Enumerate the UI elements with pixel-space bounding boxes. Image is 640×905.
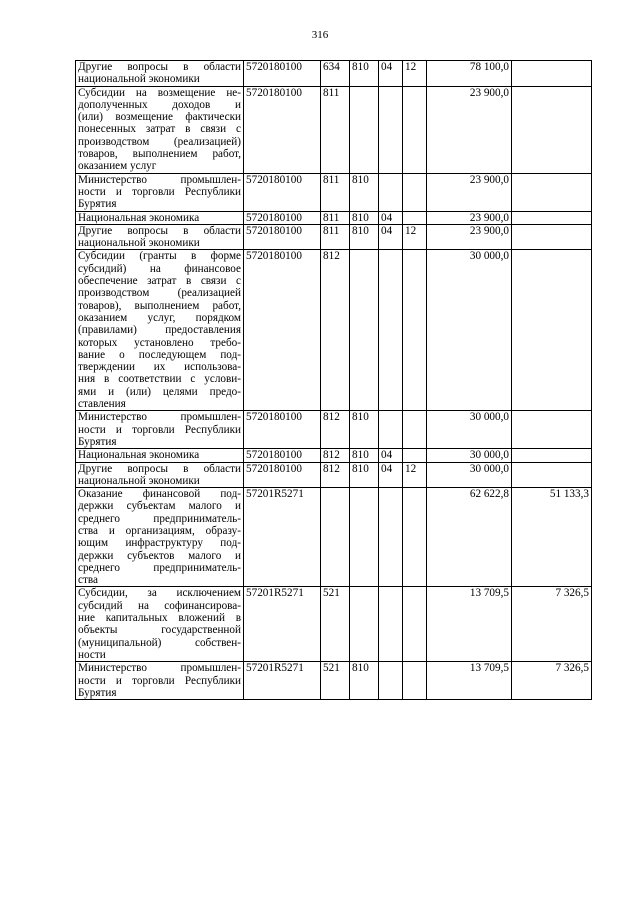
item-name-cell: [76, 462, 244, 488]
item-name-line: Национальная экономика: [78, 211, 200, 224]
expense-type-cell: 812: [321, 250, 350, 411]
item-name-line: обеспечение затрат в связи с: [78, 275, 241, 288]
table-row: [76, 662, 592, 700]
item-name-line: (муниципальной) собствен-: [78, 636, 241, 649]
expense-type-cell: 811: [321, 224, 350, 250]
expense-type-cell: 811: [321, 86, 350, 173]
item-name-line: держки субъектам малого и: [78, 500, 241, 513]
subsection-cell: [403, 411, 427, 449]
item-name-line: субсидий) на финансовое: [78, 262, 241, 275]
ministry-code-cell: 810: [350, 224, 379, 250]
target-article-cell: 5720180100: [244, 86, 321, 173]
table-row: [76, 462, 592, 488]
amount-cell: 30 000,0: [427, 462, 512, 488]
section-cell: 04: [379, 211, 403, 224]
item-name-line: национальной экономики: [78, 73, 200, 86]
federal-amount-cell: [512, 449, 592, 462]
item-name-line: ния в соответствии с услови-: [78, 373, 241, 386]
item-name-line: Национальная экономика: [78, 449, 200, 462]
item-name-line: тверждении их использова-: [78, 361, 241, 374]
item-name-line: которых установлено требо-: [78, 336, 241, 349]
item-name-line: ющим инфраструктуру под-: [78, 537, 241, 550]
item-name-line: ями и (или) целями предо-: [78, 385, 241, 398]
federal-amount-cell: [512, 173, 592, 211]
ministry-code-cell: 810: [350, 211, 379, 224]
target-article-cell: 5720180100: [244, 462, 321, 488]
ministry-code-cell: [350, 587, 379, 662]
item-name-line: ности и торговли Республики: [78, 674, 241, 687]
item-name-line: Бурятия: [78, 686, 117, 699]
expense-type-cell: 521: [321, 662, 350, 700]
section-cell: 04: [379, 462, 403, 488]
amount-cell: 62 622,8: [427, 488, 512, 587]
section-cell: [379, 250, 403, 411]
item-name-line: дополученных доходов и: [78, 98, 241, 111]
item-name-line: среднего предприниматель-: [78, 512, 241, 525]
table-row: [76, 211, 592, 224]
target-article-cell: 5720180100: [244, 411, 321, 449]
target-article-cell: 57201R5271: [244, 587, 321, 662]
table-row: [76, 173, 592, 211]
subsection-cell: [403, 662, 427, 700]
subsection-cell: [403, 488, 427, 587]
item-name-line: Субсидии на возмещение не-: [78, 86, 241, 99]
federal-amount-cell: [512, 224, 592, 250]
item-name-cell: [76, 488, 244, 587]
target-article-cell: 5720180100: [244, 61, 321, 87]
subsection-cell: [403, 211, 427, 224]
item-name-line: среднего предприниматель-: [78, 561, 241, 574]
table-row: [76, 224, 592, 250]
ministry-code-cell: [350, 250, 379, 411]
table-row: [76, 587, 592, 662]
item-name-line: ства: [78, 574, 98, 587]
section-cell: 04: [379, 224, 403, 250]
item-name-line: Министерство промышлен-: [78, 662, 241, 675]
subsection-cell: [403, 587, 427, 662]
table-row: [76, 449, 592, 462]
amount-cell: 30 000,0: [427, 449, 512, 462]
federal-amount-cell: [512, 411, 592, 449]
amount-cell: 13 709,5: [427, 662, 512, 700]
section-cell: [379, 488, 403, 587]
amount-cell: 23 900,0: [427, 211, 512, 224]
item-name-line: оказанием услуг, порядком: [78, 311, 241, 324]
target-article-cell: 5720180100: [244, 224, 321, 250]
federal-amount-cell: [512, 211, 592, 224]
subsection-cell: 12: [403, 462, 427, 488]
item-name-line: ства и организациям, образу-: [78, 524, 241, 537]
section-cell: 04: [379, 61, 403, 87]
expense-type-cell: 811: [321, 211, 350, 224]
federal-amount-cell: 51 133,3: [512, 488, 592, 587]
item-name-line: ности и торговли Республики: [78, 185, 241, 198]
item-name-line: товаров), выполнением работ,: [78, 299, 241, 312]
table-row: [76, 250, 592, 411]
item-name-line: производством (реализацией): [78, 135, 241, 148]
target-article-cell: 57201R5271: [244, 488, 321, 587]
item-name-line: понесенных затрат в связи с: [78, 123, 241, 136]
target-article-cell: 57201R5271: [244, 662, 321, 700]
federal-amount-cell: [512, 61, 592, 87]
amount-cell: 23 900,0: [427, 224, 512, 250]
item-name-line: Субсидии (гранты в форме: [78, 250, 241, 263]
item-name-line: Другие вопросы в области: [78, 61, 241, 73]
item-name-cell: [76, 224, 244, 250]
expense-type-cell: 811: [321, 173, 350, 211]
subsection-cell: [403, 86, 427, 173]
federal-amount-cell: 7 326,5: [512, 587, 592, 662]
item-name-line: ности: [78, 648, 106, 661]
item-name-cell: [76, 411, 244, 449]
amount-cell: 30 000,0: [427, 411, 512, 449]
item-name-cell: [76, 587, 244, 662]
subsection-cell: [403, 449, 427, 462]
federal-amount-cell: [512, 250, 592, 411]
expense-type-cell: 812: [321, 411, 350, 449]
table-row: [76, 411, 592, 449]
item-name-line: ние капитальных вложений в: [78, 612, 241, 625]
amount-cell: 30 000,0: [427, 250, 512, 411]
item-name-line: вание о последующем под-: [78, 348, 241, 361]
item-name-line: (правилами) предоставления: [78, 324, 241, 337]
table-row: [76, 488, 592, 587]
ministry-code-cell: [350, 86, 379, 173]
expense-type-cell: [321, 488, 350, 587]
expense-type-cell: 634: [321, 61, 350, 87]
amount-cell: 23 900,0: [427, 173, 512, 211]
amount-cell: 23 900,0: [427, 86, 512, 173]
target-article-cell: 5720180100: [244, 250, 321, 411]
target-article-cell: 5720180100: [244, 211, 321, 224]
item-name-line: субсидий на софинансирова-: [78, 599, 241, 612]
item-name-cell: [76, 449, 244, 462]
target-article-cell: 5720180100: [244, 449, 321, 462]
item-name-line: ности и торговли Республики: [78, 423, 241, 436]
item-name-line: Оказание финансовой под-: [78, 488, 241, 501]
subsection-cell: 12: [403, 61, 427, 87]
subsection-cell: [403, 173, 427, 211]
expense-type-cell: 812: [321, 462, 350, 488]
ministry-code-cell: 810: [350, 173, 379, 211]
expense-type-cell: 521: [321, 587, 350, 662]
target-article-cell: 5720180100: [244, 173, 321, 211]
item-name-cell: [76, 61, 244, 87]
page-number: 316: [311, 29, 329, 41]
item-name-cell: [76, 250, 244, 411]
section-cell: [379, 173, 403, 211]
item-name-cell: [76, 662, 244, 700]
item-name-line: национальной экономики: [78, 237, 200, 250]
item-name-line: Министерство промышлен-: [78, 173, 241, 186]
ministry-code-cell: 810: [350, 662, 379, 700]
subsection-cell: 12: [403, 224, 427, 250]
federal-amount-cell: [512, 86, 592, 173]
expense-type-cell: 812: [321, 449, 350, 462]
section-cell: [379, 587, 403, 662]
item-name-line: Министерство промышлен-: [78, 411, 241, 424]
item-name-line: ставления: [78, 398, 126, 411]
ministry-code-cell: [350, 488, 379, 587]
section-cell: [379, 411, 403, 449]
table-row: [76, 86, 592, 173]
ministry-code-cell: 810: [350, 61, 379, 87]
item-name-cell: [76, 173, 244, 211]
ministry-code-cell: 810: [350, 449, 379, 462]
item-name-cell: [76, 211, 244, 224]
item-name-line: объекты государственной: [78, 624, 241, 637]
table-row: [76, 61, 592, 87]
item-name-line: национальной экономики: [78, 474, 200, 487]
amount-cell: 13 709,5: [427, 587, 512, 662]
section-cell: [379, 662, 403, 700]
item-name-line: Другие вопросы в области: [78, 224, 241, 237]
item-name-line: производством (реализацией: [78, 287, 241, 300]
item-name-line: оказанием услуг: [78, 160, 157, 173]
amount-cell: 78 100,0: [427, 61, 512, 87]
federal-amount-cell: 7 326,5: [512, 662, 592, 700]
item-name-line: Бурятия: [78, 198, 117, 211]
ministry-code-cell: 810: [350, 411, 379, 449]
item-name-line: Бурятия: [78, 435, 117, 448]
section-cell: 04: [379, 449, 403, 462]
item-name-line: Субсидии, за исключением: [78, 587, 241, 600]
item-name-cell: [76, 86, 244, 173]
budget-table: [75, 60, 592, 700]
ministry-code-cell: 810: [350, 462, 379, 488]
item-name-line: держки субъектов малого и: [78, 549, 241, 562]
item-name-line: Другие вопросы в области: [78, 462, 241, 475]
item-name-line: товаров, выполнением работ,: [78, 148, 241, 161]
section-cell: [379, 86, 403, 173]
table-body: [76, 61, 592, 700]
item-name-line: (или) возмещение фактически: [78, 111, 241, 124]
federal-amount-cell: [512, 462, 592, 488]
subsection-cell: [403, 250, 427, 411]
